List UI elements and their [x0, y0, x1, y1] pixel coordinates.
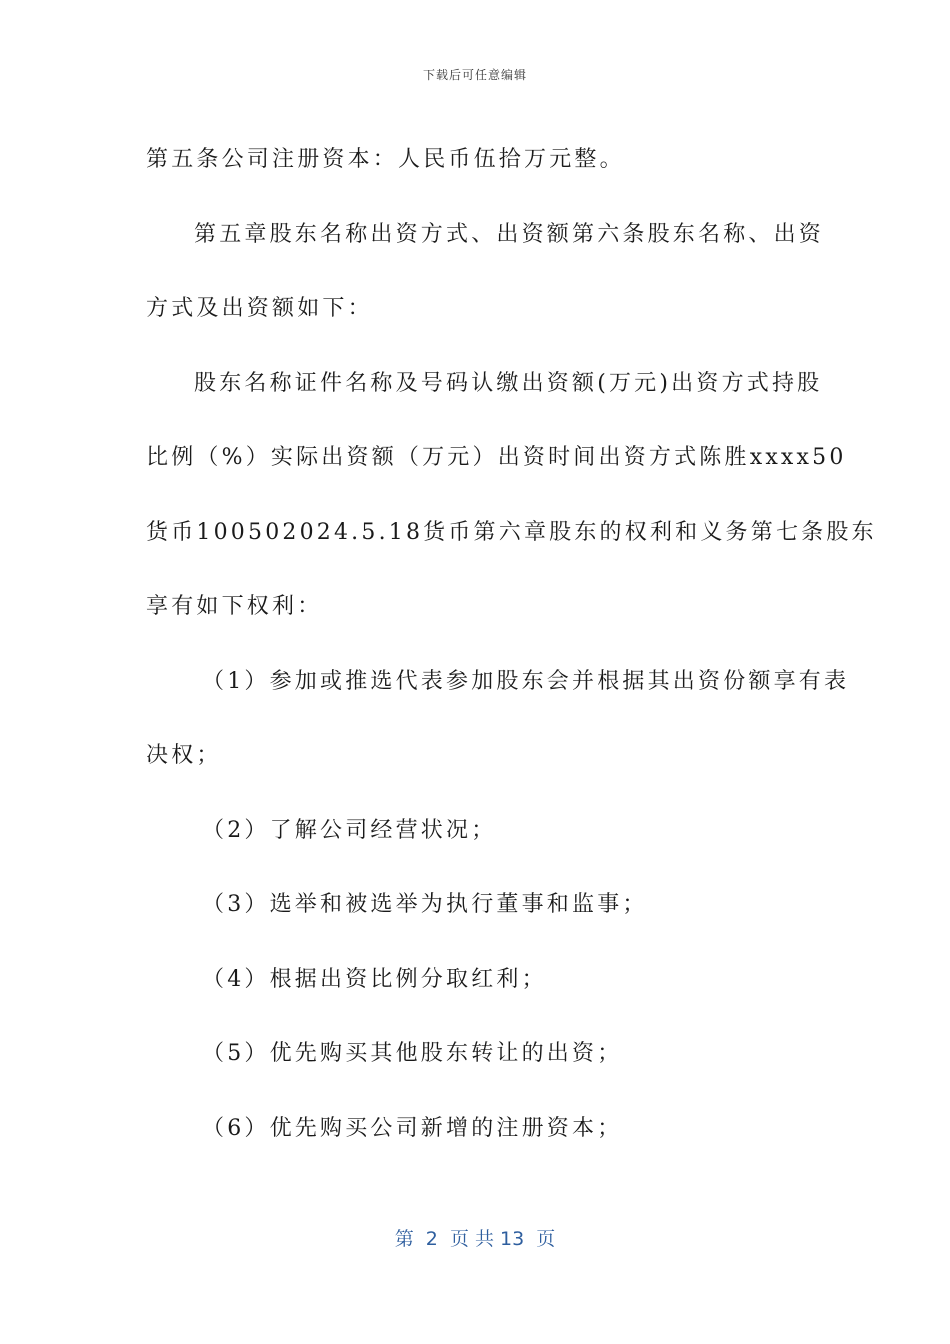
list-item: （3）选举和被选举为执行董事和监事； [202, 892, 648, 917]
list-item: （2）了解公司经营状况； [202, 817, 497, 843]
paragraph-line: 享有如下权利： [146, 594, 323, 619]
paragraph-line: 比例（%）实际出资额（万元）出资时间出资方式陈胜xxxx50 [146, 445, 847, 470]
paragraph-line: 货币100502024.5.18货币第六章股东的权利和义务第七条股东 [146, 519, 877, 545]
paragraph-line: 第五条公司注册资本：人民币伍拾万元整。 [146, 147, 625, 172]
list-item: （6）优先购买公司新增的注册资本； [202, 1115, 623, 1141]
paragraph-line: 股东名称证件名称及号码认缴出资额(万元)出资方式持股 [194, 370, 823, 396]
page-number-footer: 第 2 页 共 13 页 [394, 1228, 556, 1250]
list-item: （1）参加或推选代表参加股东会并根据其出资份额享有表 [202, 668, 850, 694]
document-body [146, 123, 877, 1166]
list-item: （4）根据出资比例分取红利； [202, 966, 547, 992]
paragraph-line: 决权； [146, 743, 222, 768]
page-header: 下载后可任意编辑 [422, 68, 527, 82]
paragraph-line: 方式及出资额如下： [146, 296, 373, 321]
list-item: （5）优先购买其他股东转让的出资； [202, 1041, 623, 1066]
paragraph-line: 第五章股东名称出资方式、出资额第六条股东名称、出资 [194, 221, 825, 247]
